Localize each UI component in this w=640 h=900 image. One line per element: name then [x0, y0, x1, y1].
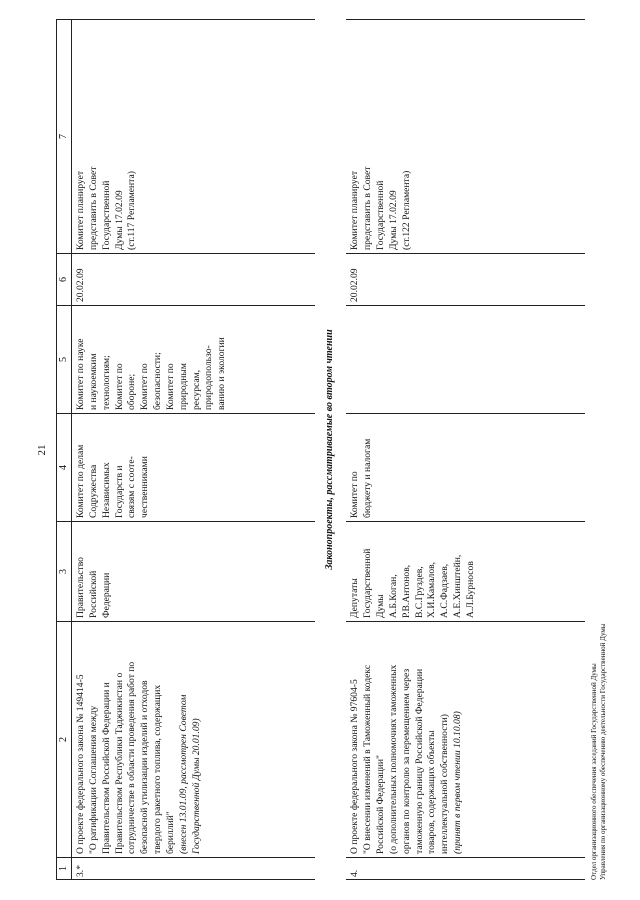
col-header-4: 4 — [57, 414, 72, 522]
initiator-line: А.Б.Коган, — [387, 574, 399, 618]
bill-title-line: таможенную границу Российской Федерации — [413, 668, 425, 854]
table-row — [346, 20, 585, 880]
bill-title-cell — [72, 622, 316, 858]
plan-line: Комитет планирует — [349, 170, 361, 250]
initiator-cell — [346, 522, 585, 622]
committee-line: Независимых — [100, 462, 112, 518]
initiator-cell — [72, 522, 316, 622]
bill-title-line: интеллектуальной собственности) — [439, 714, 451, 854]
co-committee-line: природопользо- — [203, 345, 215, 410]
plan-line: (ст.122 Регламента) — [400, 170, 412, 250]
committee-line: Содружества — [87, 464, 99, 518]
bill-title-line: бериллий" — [164, 811, 176, 854]
bills-table — [56, 19, 585, 880]
plan-line: представить в Совет — [87, 166, 99, 250]
bill-note-line: (принят в первом чтении 10.10.08) — [452, 711, 464, 854]
plan-line: представить в Совет — [362, 166, 374, 250]
plan-cell — [72, 20, 316, 254]
header-row — [57, 20, 72, 880]
plan-line: Думы 17.02.09 — [113, 190, 125, 250]
bill-title-line: товаров, содержащих объекты — [426, 730, 438, 854]
initiator-line: Федерации — [100, 572, 112, 618]
co-committee-line: обороне; — [126, 373, 138, 410]
initiator-line: Х.И.Камалов, — [426, 561, 438, 618]
committee-line: Комитет по — [349, 471, 361, 518]
table-row — [72, 20, 316, 880]
plan-line: Думы 17.02.09 — [387, 190, 399, 250]
bill-title-line: сотрудничестве в области проведения работ по — [126, 661, 138, 854]
bill-title-cell — [346, 622, 585, 858]
bill-title-line: твердого ракетного топлива, содержащих — [152, 684, 164, 854]
bill-title-line: органов по контролю за перемещением через — [400, 668, 412, 854]
footer-note — [590, 624, 609, 880]
date-cell: 20.02.09 — [72, 254, 316, 306]
col-header-6: 6 — [57, 254, 72, 306]
page-number: 21 — [36, 444, 48, 456]
date-cell: 20.02.09 — [346, 254, 585, 306]
co-committee-line: ванию и экологии — [216, 337, 228, 410]
co-committee-line: технологиям; — [100, 355, 112, 410]
initiator-line: А.Л.Бурносов — [464, 561, 476, 618]
committee-line: Государств и — [113, 465, 125, 518]
landscape-sheet — [22, 20, 622, 880]
committee-line: чественниками — [139, 456, 151, 518]
co-committee-line: и наукоемким — [87, 353, 99, 410]
initiator-line: Правительство — [75, 557, 86, 618]
plan-line: Государственной — [100, 180, 112, 250]
bill-note-line: Государственной Думы 20.01.09) — [190, 718, 202, 854]
bill-title-line: Российской Федерации" — [375, 755, 387, 854]
co-committee-line: природным — [177, 363, 189, 410]
co-committees-cell — [72, 306, 316, 414]
bill-title-line: "О ратификации Соглашения между — [87, 705, 99, 854]
footer-line: Управления по организационному обеспечению деятельности Государственной Думы — [599, 623, 608, 880]
committee-line: связям с сооте- — [126, 456, 138, 518]
bill-title-line: Правительством Республики Таджикистан о — [113, 672, 125, 854]
col-header-3: 3 — [57, 522, 72, 622]
co-committee-line: Комитет по — [113, 363, 125, 410]
bill-title-line: безопасной утилизации изделий и отходов — [139, 680, 151, 854]
initiator-line: Российской — [87, 570, 99, 618]
co-committee-line: Комитет по науке — [75, 338, 86, 410]
col-header-2: 2 — [57, 622, 72, 858]
initiator-line: Депутаты — [349, 578, 361, 618]
initiator-line: Р.В.Антонов, — [400, 564, 412, 618]
committee-line: Комитет по делам — [75, 444, 86, 518]
col-header-5: 5 — [57, 306, 72, 414]
initiator-line: Государственной — [362, 548, 374, 618]
bill-title-line: "О внесении изменений в Таможенный кодекс — [362, 664, 374, 854]
plan-cell — [346, 20, 585, 254]
bill-title-line: (о дополнительных полномочиях таможенных — [387, 664, 399, 854]
section-title: Законопроекты, рассматриваемые во втором чтении — [324, 329, 335, 570]
plan-line: Комитет планирует — [75, 170, 86, 250]
plan-line: Государственной — [375, 180, 387, 250]
footer-line: Отдел организационного обеспечения заседаний Государственной Думы — [590, 663, 598, 880]
row-number: 3.* — [72, 858, 316, 880]
co-committee-line: Комитет по — [164, 363, 176, 410]
bill-title-line: О проекте федерального закона № 97604-5 — [349, 679, 361, 854]
initiator-line: Думы — [375, 594, 387, 618]
committee-line: бюджету и налогам — [362, 438, 374, 518]
co-committee-line: Комитет по — [139, 363, 151, 410]
co-committee-line: безопасности; — [152, 352, 164, 410]
section-row — [315, 20, 346, 880]
bill-title-line: О проекте федерального закона № 149414-5 — [75, 674, 86, 854]
committee-cell — [346, 414, 585, 522]
col-header-7: 7 — [57, 20, 72, 254]
row-number: 4. — [346, 858, 585, 880]
bill-title-line: Правительством Российской Федерации и — [100, 682, 112, 854]
co-committees-cell — [346, 306, 585, 414]
initiator-line: В.С.Груздев, — [413, 566, 425, 618]
bill-note-line: (внесен 13.01.09, рассмотрен Советом — [177, 694, 189, 854]
initiator-line: А.С.Фадзаев, — [439, 563, 451, 618]
initiator-line: А.Е.Хинштейн, — [452, 554, 464, 618]
committee-cell — [72, 414, 316, 522]
col-header-1: 1 — [57, 858, 72, 880]
plan-line: (ст.117 Регламента) — [126, 171, 138, 250]
co-committee-line: ресурсам, — [190, 369, 202, 410]
